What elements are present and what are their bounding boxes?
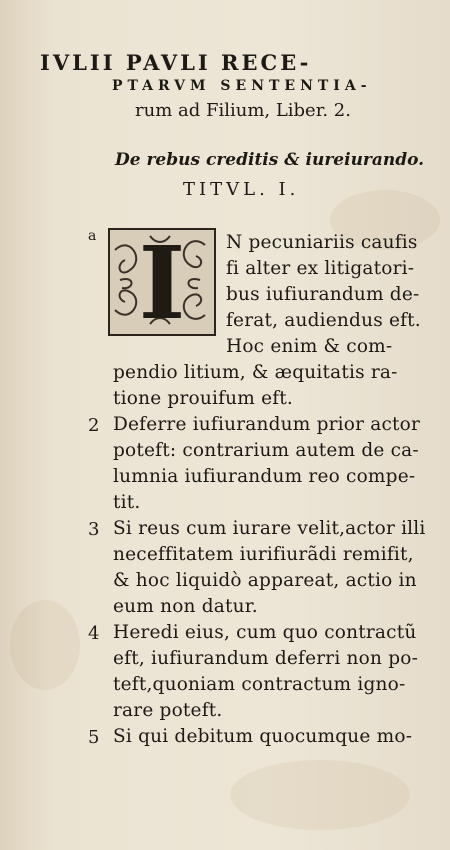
- text-line: bus iufiurandum de-: [226, 284, 420, 305]
- paragraph-number: 3: [88, 519, 100, 540]
- text-line: neceffitatem iurifiurãdi remifit,: [113, 544, 414, 565]
- text-line: Si qui debitum quocumque mo-: [113, 726, 413, 747]
- paragraph-number: 5: [88, 727, 100, 748]
- initial-letter: I: [138, 224, 186, 342]
- margin-note-a: a: [88, 228, 97, 244]
- text-line: tione prouifum eft.: [113, 388, 293, 409]
- text-line: pendio litium, & æquitatis ra-: [113, 362, 398, 383]
- text-line: fi alter ex litigatori-: [226, 258, 415, 279]
- title-line-2: PTARVM SENTENTIA-: [112, 78, 372, 94]
- paragraph-number: 2: [88, 415, 100, 436]
- text-line: Heredi eius, cum quo contractũ: [113, 622, 417, 643]
- decorated-initial: [108, 224, 216, 342]
- text-line: eft, iufiurandum deferri non po-: [113, 648, 419, 669]
- text-line: poteft: contrarium autem de ca-: [113, 440, 419, 461]
- title-line-3: rum ad Filium, Liber. 2.: [135, 100, 351, 121]
- text-line: tit.: [113, 492, 141, 513]
- text-line: eum non datur.: [113, 596, 258, 617]
- text-line: Hoc enim & com-: [226, 336, 393, 357]
- section-rubric: De rebus creditis & iureiurando.: [115, 150, 425, 170]
- title-line-1: IVLII PAVLI RECE-: [40, 50, 312, 75]
- paragraph-number: 4: [88, 623, 100, 644]
- paper-stain: [10, 600, 80, 690]
- text-line: N pecuniariis caufis: [226, 232, 418, 253]
- text-line: Deferre iufiurandum prior actor: [113, 414, 421, 435]
- text-line: teft,quoniam contractum igno-: [113, 674, 406, 695]
- text-line: lumnia iufiurandum reo compe-: [113, 466, 416, 487]
- text-line: rare poteft.: [113, 700, 223, 721]
- text-line: & hoc liquidò appareat, actio in: [113, 570, 417, 591]
- titulus-heading: TITVL. I.: [183, 179, 300, 200]
- text-line: ferat, audiendus eft.: [226, 310, 421, 331]
- paper-stain: [230, 760, 410, 830]
- text-line: Si reus cum iurare velit,actor illi: [113, 518, 426, 539]
